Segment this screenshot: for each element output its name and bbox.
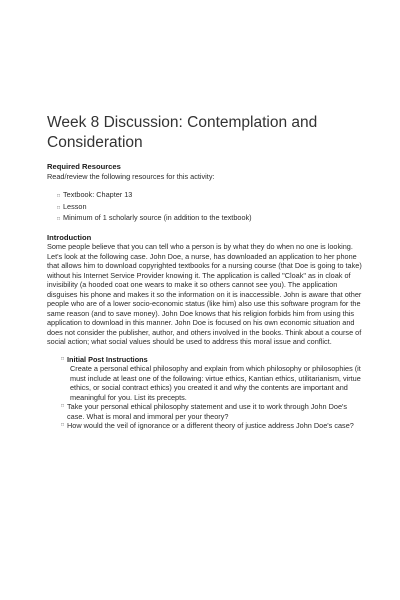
instruction-item-apply-philosophy bbox=[67, 402, 362, 421]
document-page bbox=[47, 113, 362, 431]
resource-item-scholarly-source: Minimum of 1 scholarly source (in addition to the textbook) bbox=[63, 213, 252, 222]
instruction-detail: How would the veil of ignorance or a different theory of justice address John Doe's case? bbox=[67, 421, 354, 430]
resource-item-textbook: Textbook: Chapter 13 bbox=[63, 190, 133, 199]
list-item bbox=[61, 355, 362, 403]
resource-item-lesson: Lesson bbox=[63, 201, 87, 211]
introduction-section bbox=[47, 233, 362, 347]
list-item bbox=[57, 213, 362, 225]
list-item bbox=[57, 202, 362, 214]
required-resources-intro: Read/review the following resources for this activity: bbox=[47, 171, 215, 181]
instructions-list bbox=[61, 355, 362, 431]
instruction-item-veil-of-ignorance bbox=[67, 421, 362, 431]
required-resources-section bbox=[47, 162, 362, 225]
page-title: Week 8 Discussion: Contemplation and Consideration bbox=[47, 114, 318, 151]
list-item bbox=[61, 402, 362, 421]
list-item bbox=[57, 190, 362, 202]
instruction-detail: Create a personal ethical philosophy and explain from which philosophy or philosophies (it must include at least one of the following: virtue ethics, Kantian ethics, utilitarianism, virtue ethics, or social contract ethics) you created it and why the contents are important and meaningful for you. List its precepts. bbox=[70, 364, 361, 402]
checkbox-bullet-icon: □ bbox=[57, 204, 61, 211]
instruction-heading: Initial Post Instructions bbox=[67, 354, 148, 364]
resource-list bbox=[47, 190, 362, 225]
instruction-detail: Take your personal ethical philosophy statement and use it to work through John Doe's case. What is moral and immoral per your theory? bbox=[67, 402, 348, 421]
checkbox-bullet-icon: □ bbox=[61, 355, 65, 362]
introduction-body: Some people believe that you can tell who a person is by what they do when no one is looking. Let's look at the following case. John Doe, a nurse, has downloaded an application to her phone that allows him to download copyrighted textbooks for a nursing course (that Doe is going to take) without his Internet Service Provider knowing it. The application is called "Cloak" as in cloak of invisibility (a hooded coat one wears to make it so others cannot see you). The application disguises his phone and makes it so the information on it is inaccessible. John is aware that other people who are of a lower socio-economic status (like him) also use this software program for the same reason (and to save money). John Doe knows that his religion forbids him from using this application to download in this manner. John Doe is focused on his own economic situation and does not consider the publisher, author, and others involved in the books. Think about a course of social action; what social values should be used to address this moral issue and conflict. bbox=[47, 242, 362, 346]
introduction-heading: Introduction bbox=[47, 232, 92, 242]
instruction-item-initial-post bbox=[67, 355, 362, 403]
list-item bbox=[61, 421, 362, 431]
checkbox-bullet-icon: □ bbox=[61, 403, 65, 409]
checkbox-bullet-icon: □ bbox=[57, 216, 61, 222]
checkbox-bullet-icon: □ bbox=[57, 193, 61, 199]
checkbox-bullet-icon: □ bbox=[61, 422, 65, 428]
required-resources-heading: Required Resources bbox=[47, 162, 121, 171]
